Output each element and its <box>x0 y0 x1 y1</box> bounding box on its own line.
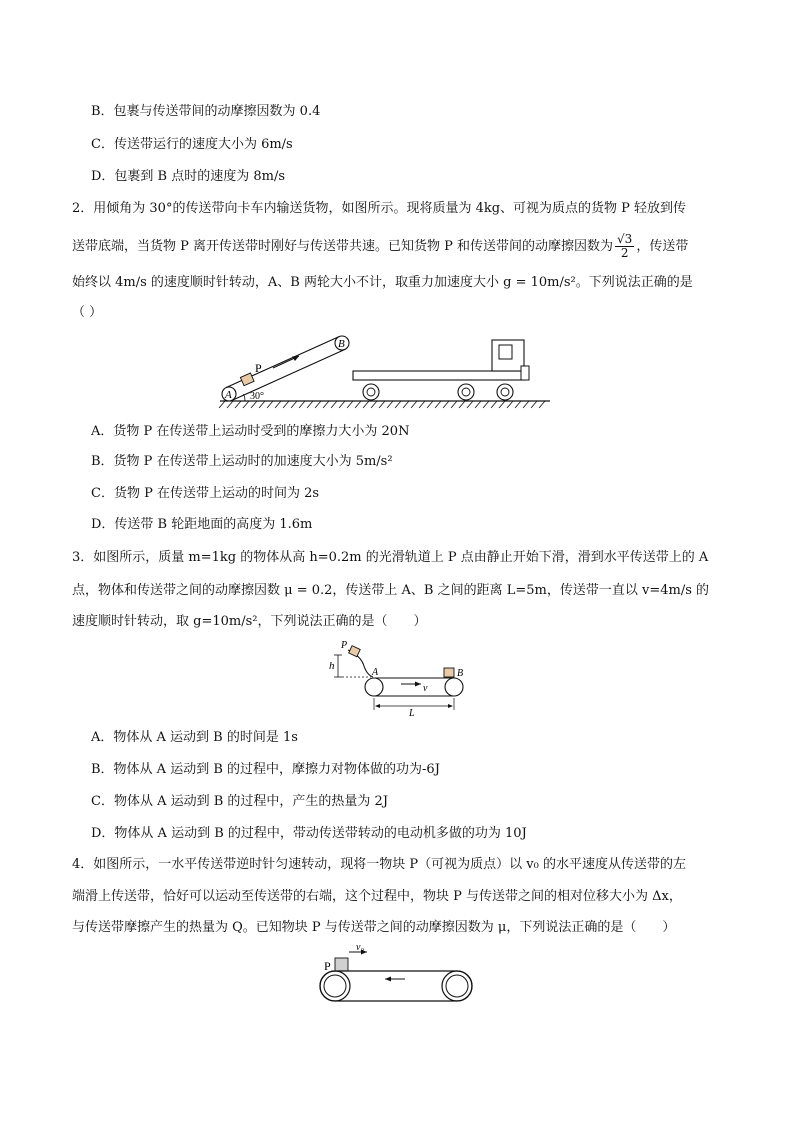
q2-option-a: A．货物 P 在传送带上运动时受到的摩擦力大小为 20N <box>91 424 410 439</box>
q2-option-c: C．货物 P 在传送带上运动的时间为 2s <box>91 486 320 501</box>
q2-stem-line2-b: ，传送带 <box>636 239 689 254</box>
object-at-b <box>444 668 454 677</box>
q1-option-c: C．传送带运行的速度大小为 6m/s <box>91 137 293 152</box>
q2-option-d: D．传送带 B 轮距地面的高度为 1.6m <box>91 517 313 532</box>
label-b: B <box>457 668 464 679</box>
q4-stem-line2: 端滑上传送带，恰好可以运动至传送带的右端，这个过程中，物块 P 与传送带之间的相对位移大小为 Δx， <box>72 889 682 904</box>
label-l: L <box>409 708 415 718</box>
label-p: P <box>341 640 348 651</box>
angle-label: 30° <box>250 391 264 402</box>
truck-bed <box>353 371 525 380</box>
q1-option-d: D．包裹到 B 点时的速度为 8m/s <box>91 169 286 184</box>
q3-stem-line2: 点，物体和传送带之间的动摩擦因数 μ = 0.2，传送带上 A、B 之间的距离 L=5m，传送带一直以 v=4m/s 的 <box>72 583 710 598</box>
q1-option-b: B．包裹与传送带间的动摩擦因数为 0.4 <box>91 104 321 119</box>
cargo-block-p <box>240 373 254 386</box>
arrowhead-icon <box>415 682 421 687</box>
label-b: B <box>338 338 345 350</box>
q2-figure <box>215 330 550 412</box>
q3-option-c: C．物体从 A 运动到 B 的过程中，产生的热量为 2J <box>91 794 389 809</box>
label-a: A <box>225 389 232 401</box>
arrowhead-icon <box>385 977 391 982</box>
q3-option-d: D．物体从 A 运动到 B 的过程中，带动传送带转动的电动机多做的功为 10J <box>91 826 527 841</box>
q2-stem-line3: 始终以 4m/s 的速度顺时针转动，A、B 两轮大小不计，取重力加速度大小 g = 10m/s²。下列说法正确的是 <box>72 275 693 290</box>
label-h: h <box>329 660 335 672</box>
mu-fraction <box>615 233 634 260</box>
label-p: P <box>255 361 262 375</box>
ground-hatch <box>219 401 545 408</box>
label-v0: v₀ <box>356 944 364 953</box>
q3-option-b: B．物体从 A 运动到 B 的过程中，摩擦力对物体做的功为-6J <box>91 762 440 777</box>
block-p <box>335 958 348 971</box>
q4-stem-line1: 4．如图所示，一水平传送带逆时针匀速转动，现将一物块 P（可视为质点）以 v₀ 的水平速度从传送带的左 <box>72 857 686 872</box>
q2-stem-line2-a: 送带底端，当货物 P 离开传送带时刚好与传送带共速。已知货物 P 和传送带间的动摩擦因数为 <box>72 239 614 254</box>
q2-stem-line4: （ ） <box>72 305 103 320</box>
pulley-a <box>365 678 383 696</box>
q2-stem-line1: 2．用倾角为 30°的传送带向卡车内输送货物，如图所示。现将质量为 4kg、可视为质点的货物 P 轻放到传 <box>72 201 687 216</box>
object-block-p <box>349 646 361 657</box>
q3-stem-line1: 3．如图所示，质量 m=1kg 的物体从高 h=0.2m 的光滑轨道上 P 点由静止开始下滑，滑到水平传送带上的 A <box>72 550 709 565</box>
q3-stem-line3: 速度顺时针转动，取 g=10m/s²，下列说法正确的是（ ） <box>72 614 427 629</box>
q2-stem-line2 <box>72 232 688 262</box>
label-p: P <box>324 959 331 973</box>
q3-option-a: A．物体从 A 运动到 B 的时间是 1s <box>91 730 298 745</box>
pulley-b <box>445 678 463 696</box>
label-a: A <box>372 667 379 678</box>
q4-figure <box>313 944 483 1006</box>
q3-figure <box>323 638 473 718</box>
fraction-denominator: 2 <box>620 246 629 260</box>
label-v: v <box>423 683 428 694</box>
truck-window <box>499 345 512 359</box>
q4-stem-line3: 与传送带摩擦产生的热量为 Q。已知物块 P 与传送带之间的动摩擦因数为 μ，下列说法正确的是（ ） <box>72 920 676 935</box>
fraction-numerator: √3 <box>617 232 633 246</box>
truck-bumper <box>521 366 529 380</box>
q2-option-b: B．货物 P 在传送带上运动时的加速度大小为 5m/s² <box>91 454 393 469</box>
